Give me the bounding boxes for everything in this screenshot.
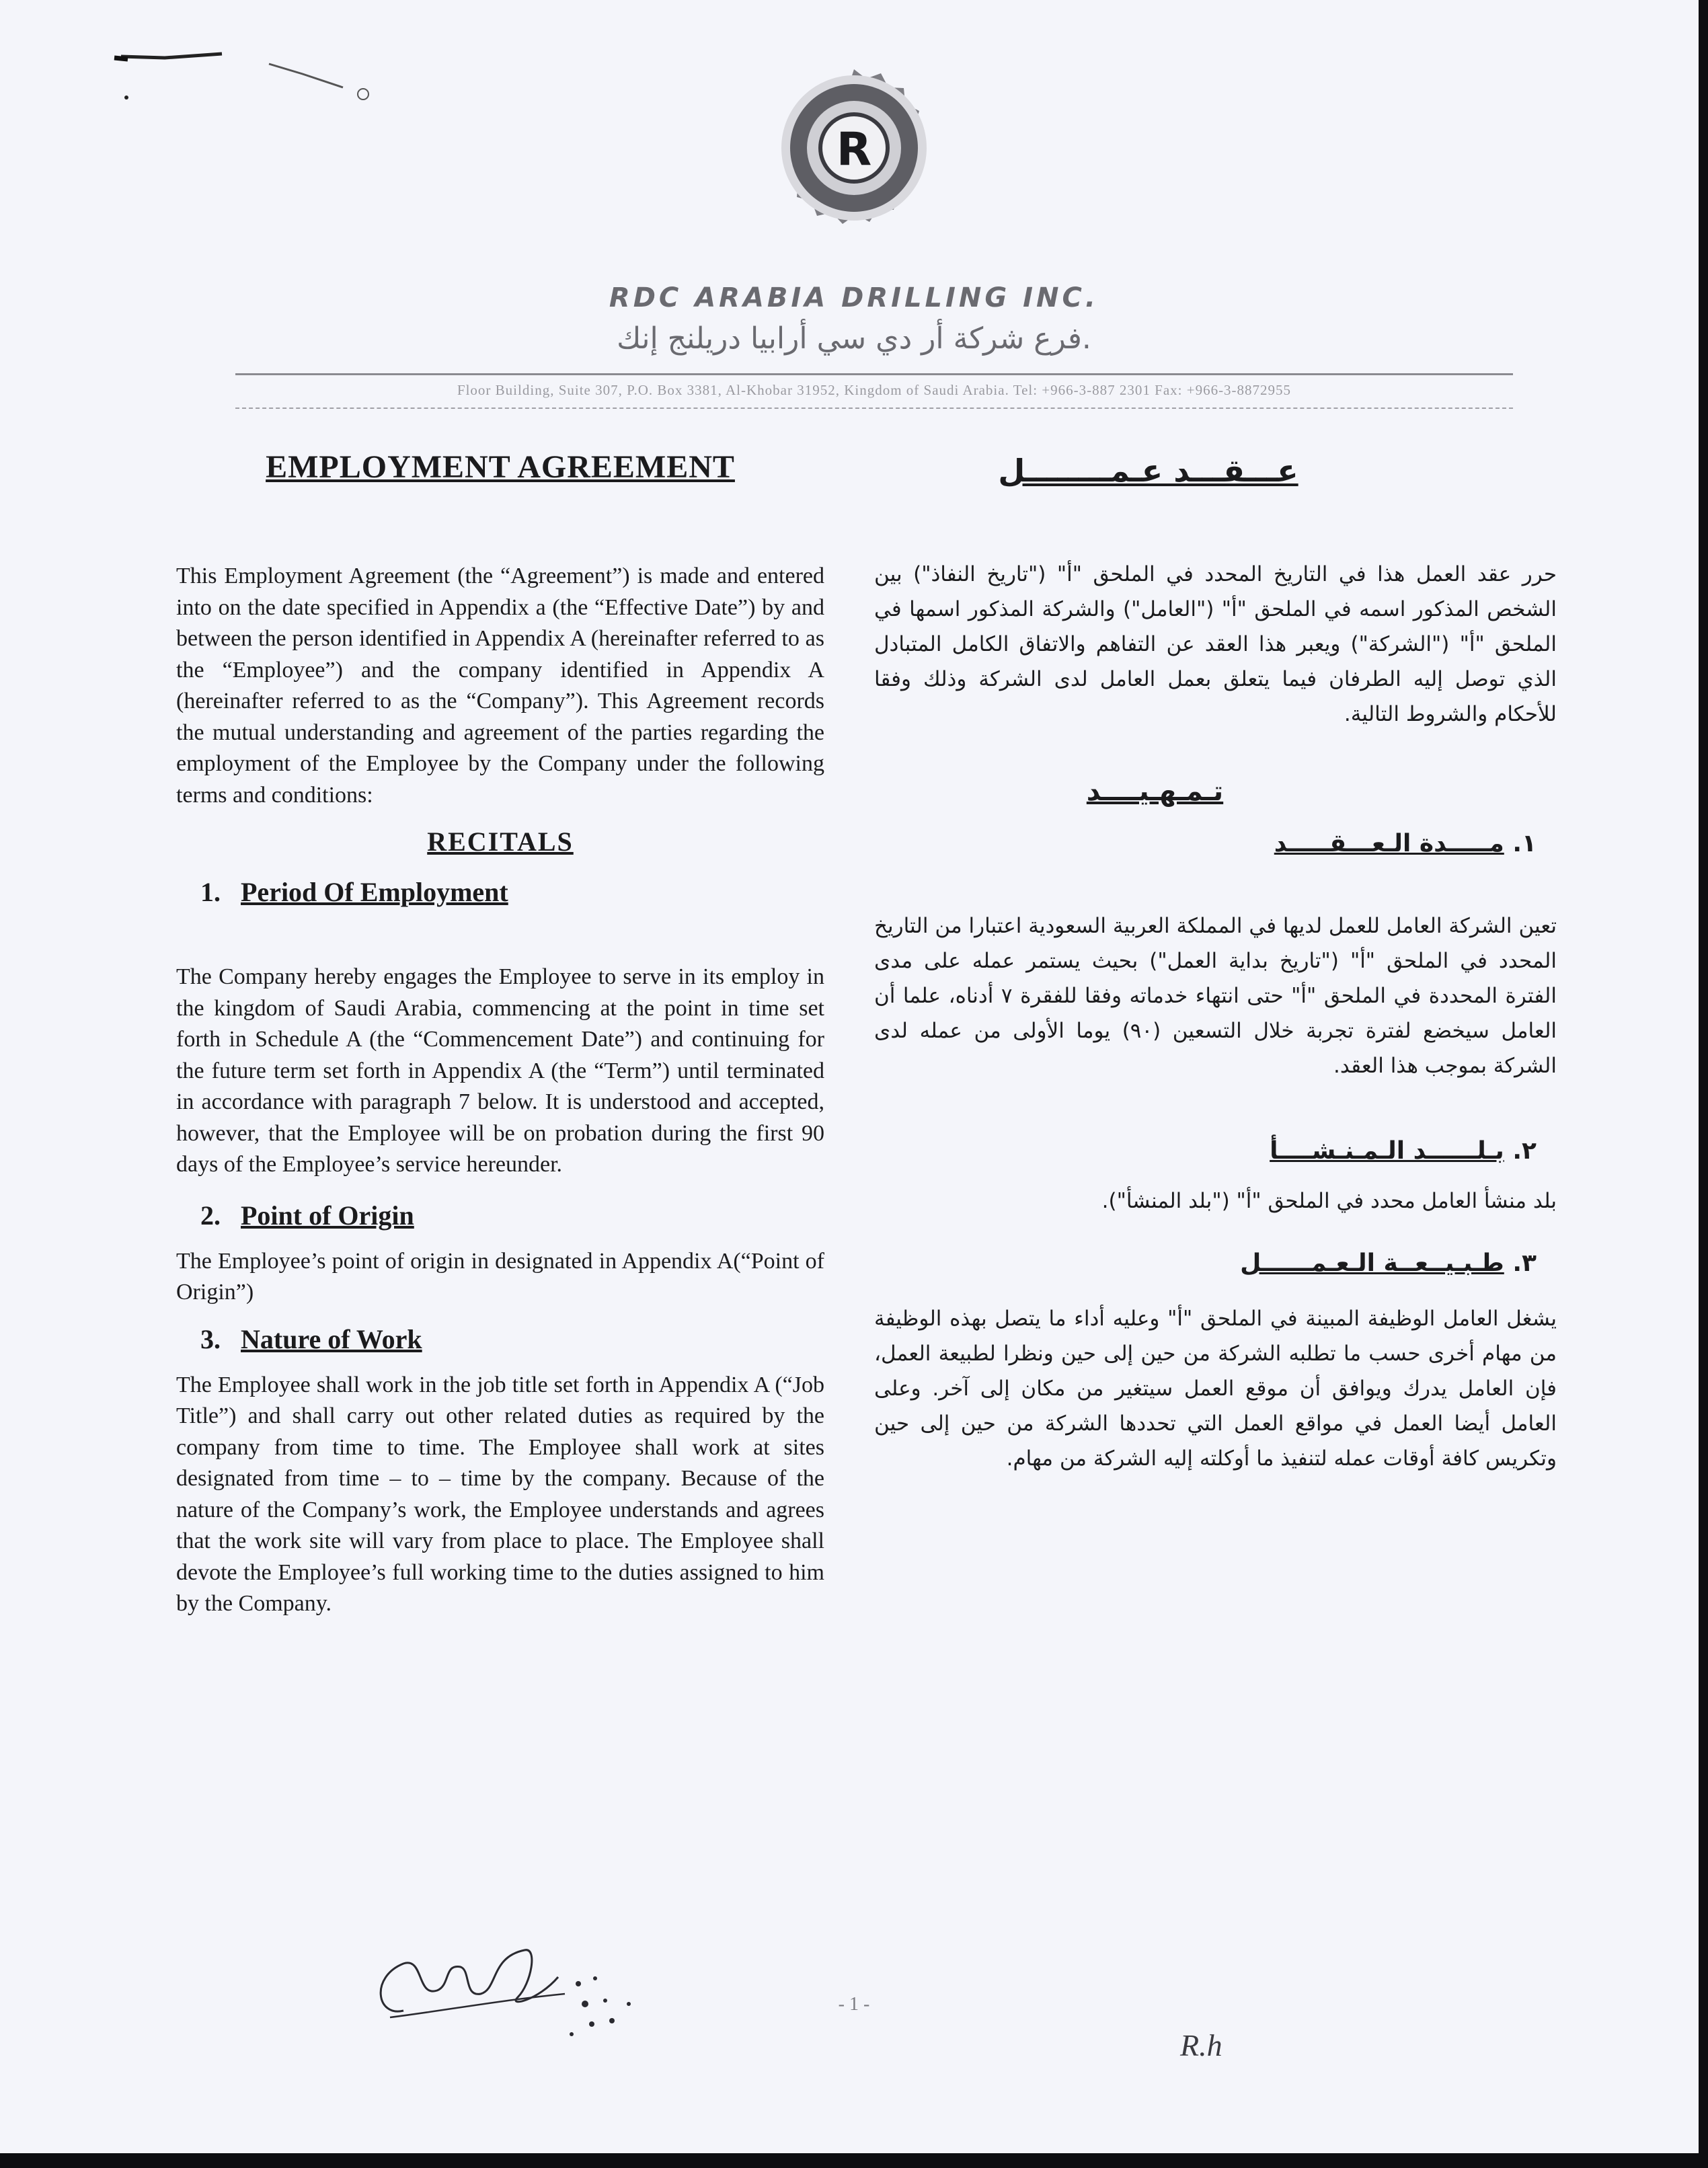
section-title: بـلــــــد الـمـنـشــــأ xyxy=(1270,1137,1504,1165)
section-3-body-ar: يشغل العامل الوظيفة المبينة في الملحق "أ" وعليه أداء ما يتصل بهذه الوظيفة من مهام أخرى حسب ما تطلبه الشركة من حين إلى حين ونظرا لطبيعة العمل، فإن العامل يدرك ويوافق أن موقع العمل سيتغير من مكان إلى آخر. وعلى العامل أيضا العمل في مواقع العمل التي تحددها الشركة من حين إلى حين وتكريس كافة أوقات عمله لتنفيذ ما أوكلته إليه الشركة من مهام. xyxy=(874,1307,1557,1471)
agreement-title-en: EMPLOYMENT AGREEMENT xyxy=(266,449,735,485)
section-heading-2 xyxy=(176,1200,824,1231)
section-heading-3 xyxy=(176,1323,824,1355)
section-heading-1-ar xyxy=(874,830,1557,857)
section-2-body-en: The Employee’s point of origin in designated in Appendix A(“Point of Origin”) xyxy=(176,1248,824,1305)
section-title: Point of Origin xyxy=(241,1200,414,1231)
agreement-title-ar: عـــقـــد عـمــــــــل xyxy=(998,453,1298,489)
section-number: ٣. xyxy=(1512,1249,1537,1277)
company-name-en: RDC ARABIA DRILLING INC. xyxy=(609,282,1099,313)
scan-border-bottom xyxy=(0,2153,1708,2168)
recitals-heading-en: RECITALS xyxy=(427,826,574,857)
section-title: Nature of Work xyxy=(241,1323,422,1354)
section-2-body-ar: بلد منشأ العامل محدد في الملحق "أ" ("بلد المنشأ"). xyxy=(1101,1189,1557,1213)
section-title: Period Of Employment xyxy=(241,877,508,907)
section-title: طـبـيــعــة الـعـمــــــل xyxy=(1240,1249,1504,1277)
letterhead-rule xyxy=(235,373,1513,375)
english-column xyxy=(176,444,824,1620)
arabic-column xyxy=(874,444,1557,1476)
section-number: 3. xyxy=(200,1323,221,1354)
intro-paragraph-en: This Employment Agreement (the “Agreement”) is made and entered into on the date specified in Appendix a (the “Effective Date”) by and between the person identified in Appendix A (hereinafter referred to as the “Employee”) and the company identified in Appendix A (hereinafter referred to as the “Company”). This Agreement records the mutual understanding and agreement of the parties regarding the employment of the Employee by the Company under the following terms and conditions: xyxy=(176,564,824,808)
section-number: 2. xyxy=(200,1200,221,1231)
section-1-body-en: The Company hereby engages the Employee to serve in its employ in the kingdom of Saudi Arabia, commencing at the point in time set forth in Schedule A (the “Commencement Date”) and continuing for the future term set forth in Appendix A (the “Term”) until terminated in accordance with paragraph 7 below. It is understood and accepted, however, that the Employee will be on probation during the first 90 days of the Employee’s service hereunder. xyxy=(176,964,824,1177)
section-heading-2-ar xyxy=(874,1137,1557,1165)
section-title: مـــــدة الـعـــقـــــد xyxy=(1274,830,1504,857)
section-heading-3-ar xyxy=(874,1249,1557,1277)
section-number: ٢. xyxy=(1512,1137,1537,1165)
company-address: Floor Building, Suite 307, P.O. Box 3381, Al-Khobar 31952, Kingdom of Saudi Arabia. Tel: +966-3-887 2301 Fax: +966-3-8872955 xyxy=(457,382,1292,398)
section-heading-1 xyxy=(176,876,824,908)
section-1-body-ar: تعين الشركة العامل للعمل لديها في المملكة العربية السعودية اعتبارا من التاريخ المحدد في الملحق "أ" ("تاريخ بداية العمل") بحيث يستمر عمله على مدى الفترة المحددة في الملحق "أ" حتى انتهاء خدماته وفقا للفقرة ٧ أدناه، علما أن العامل سيخضع لفترة تجربة خلال التسعين (٩٠) يوما الأولى من عمله لدى الشركة بموجب هذا العقد. xyxy=(874,914,1557,1078)
section-number: 1. xyxy=(200,877,221,907)
intro-paragraph-ar: حرر عقد العمل هذا في التاريخ المحدد في الملحق "أ" ("تاريخ النفاذ") بين الشخص المذكور اسمه في الملحق "أ" ("العامل") والشركة المذكور اسمها في الملحق "أ" ("الشركة") ويعبر هذا العقد عن التفاهم والاتفاق الكامل المتبادل الذي توصل إليه الطرفان فيما يتعلق بعمل العامل لدى الشركة وذلك وفقا للأحكام والشروط التالية. xyxy=(874,562,1557,726)
company-name-ar: فرع شركة أر دي سي أرابيا دريلنج إنك. xyxy=(617,321,1091,356)
company-seal xyxy=(756,50,952,245)
recitals-heading-ar: تـمـهـيــــد xyxy=(1086,776,1224,807)
seal-letter: R xyxy=(836,123,872,176)
section-number: ١. xyxy=(1512,830,1537,857)
letterhead-rule-2 xyxy=(235,408,1513,409)
section-3-body-en: The Employee shall work in the job title set forth in Appendix A (“Job Title”) and shall carry out other related duties as required by the company from time to time. The Employee shall work at sites designated from time – to – time by the company. Because of the nature of the Company’s work, the Employee understands and agrees that the work site will vary from place to place. The Employee shall devote the Employee’s full working time to the duties assigned to him by the Company. xyxy=(176,1372,824,1616)
handwritten-initials: R.h xyxy=(1180,2028,1222,2062)
pen-marks xyxy=(101,34,410,128)
page-number: - 1 - xyxy=(838,1994,870,2015)
